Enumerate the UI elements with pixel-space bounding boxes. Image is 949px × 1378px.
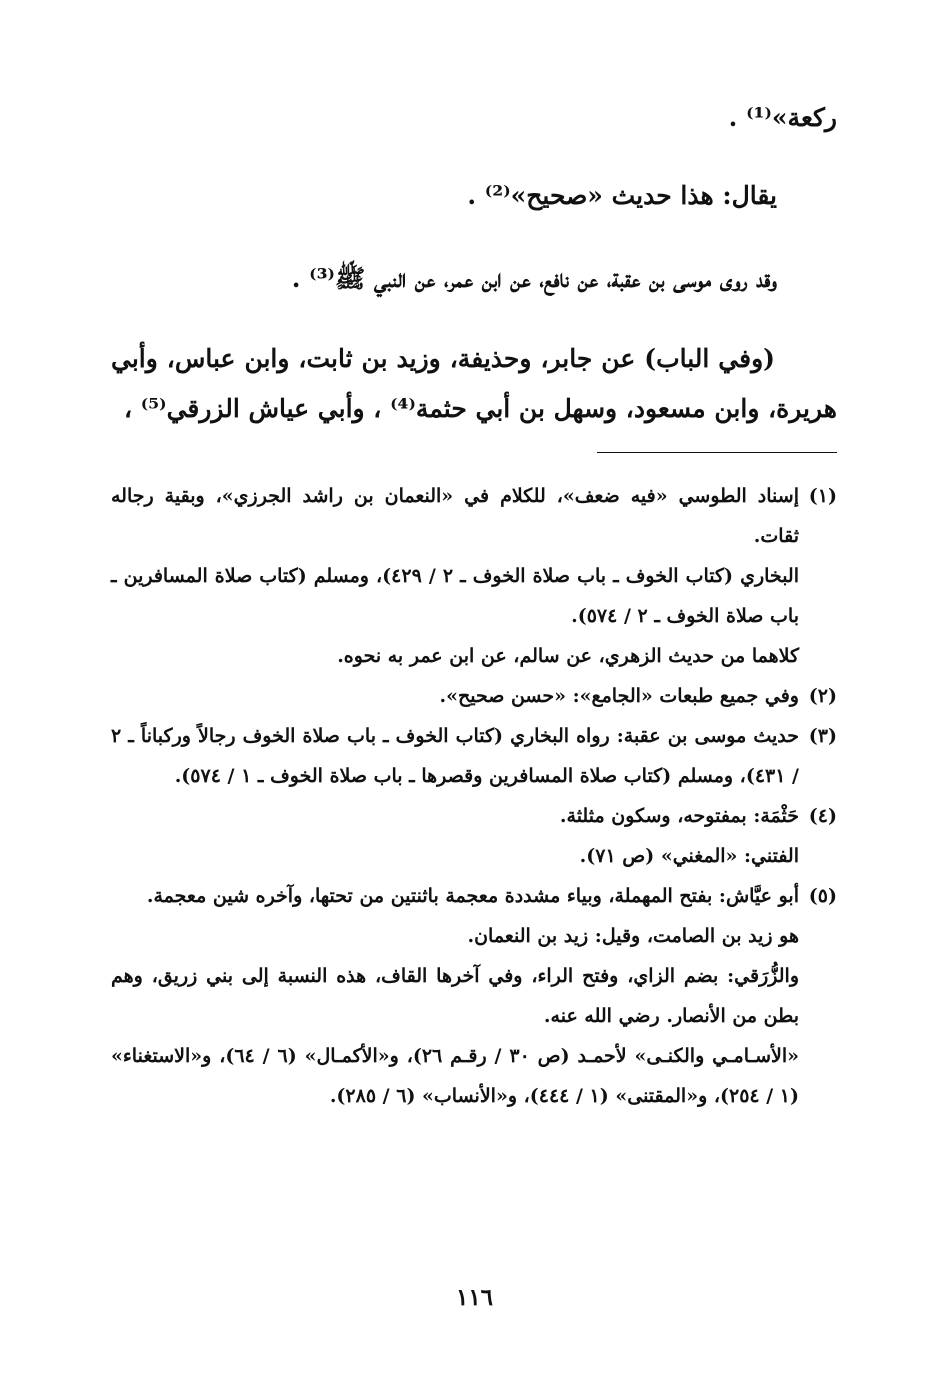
footnote-1 — [111, 476, 837, 556]
main-text-line-2: يقال: هذا حديث «صحيح»⁽²⁾ . — [467, 181, 777, 210]
main-text-line-1: ركعة»⁽¹⁾ . — [728, 103, 837, 132]
footnote-text: إسناد الطوسي «فيه ضعف»، للكلام في «النعمان بن راشد الجرزي»، وبقية رجاله ثقات. — [111, 485, 799, 547]
footnote-number: (٢) — [808, 685, 837, 707]
footnote-number: (١) — [808, 485, 837, 507]
footnote-4-sub-1: الفتني: «المغني» (ص ٧١). — [579, 845, 799, 867]
footnote-number: (٥) — [808, 885, 837, 907]
footnote-number: (٣) — [808, 725, 837, 747]
footnote-3 — [111, 716, 837, 796]
page-number: ١١٦ — [455, 1284, 494, 1311]
footnote-separator — [597, 452, 837, 453]
main-text-line-3: وقد روى موسى بن عقبة، عن نافع، عن ابن عمر، عن النبي ﷺ⁽³⁾ . — [291, 264, 777, 293]
footnotes-section — [111, 476, 837, 1116]
footnote-text: حَثْمَة: بمفتوحه، وسكون مثلثة. — [559, 805, 799, 827]
footnote-text: وفي جميع طبعات «الجامع»: «حسن صحيح». — [439, 685, 799, 707]
footnote-5 — [111, 876, 837, 916]
footnote-text: أبو عيَّاش: بفتح المهملة، وبياء مشددة معجمة باثنتين من تحتها، وآخره شين معجمة. — [146, 885, 799, 907]
footnote-5-sub-1: هو زيد بن الصامت، وقيل: زيد بن النعمان. — [467, 925, 799, 947]
footnote-number: (٤) — [808, 805, 837, 827]
footnote-5-sub-3: «الأسـامـي والكنـى» لأحمـد (ص ٣٠ / رقـم ٢٦)، و«الأكمـال» (٦ / ٦٤)، و«الاستغناء» (١ / ٢٥٤)، و«المقتنى» (١ / ٤٤٤)، و«الأنساب» (٦ / ٢٨٥). — [111, 1045, 800, 1107]
main-paragraph: (وفي الباب) عن جابر، وحذيفة، وزيد بن ثابت، وابن عباس، وأبي هريرة، وابن مسعود، وسهل بن أبي حثمة⁽⁴⁾ ، وأبي عياش الزرقي⁽⁵⁾ ، — [111, 344, 837, 423]
footnote-1-sub-1: البخاري (كتاب الخوف ـ باب صلاة الخوف ـ ٢ / ٤٢٩)، ومسلم (كتاب صلاة المسافرين ـ باب صلاة الخوف ـ ٢ / ٥٧٤). — [111, 565, 799, 627]
footnote-4 — [111, 796, 837, 836]
footnote-text: حديث موسى بن عقبة: رواه البخاري (كتاب الخوف ـ باب صلاة الخوف رجالاً وركباناً ـ ٢ / ٤٣١)، ومسلم (كتاب صلاة المسافرين وقصرها ـ باب صلاة الخوف ـ ١ / ٥٧٤). — [111, 725, 799, 787]
footnote-5-sub-2: والزُّرَقي: بضم الزاي، وفتح الراء، وفي آخرها القاف، هذه النسبة إلى بني زريق، وهم بطن من الأنصار. رضي الله عنه. — [111, 965, 799, 1027]
footnote-2 — [111, 676, 837, 716]
footnote-1-sub-2: كلاهما من حديث الزهري، عن سالم، عن ابن عمر به نحوه. — [337, 645, 799, 667]
